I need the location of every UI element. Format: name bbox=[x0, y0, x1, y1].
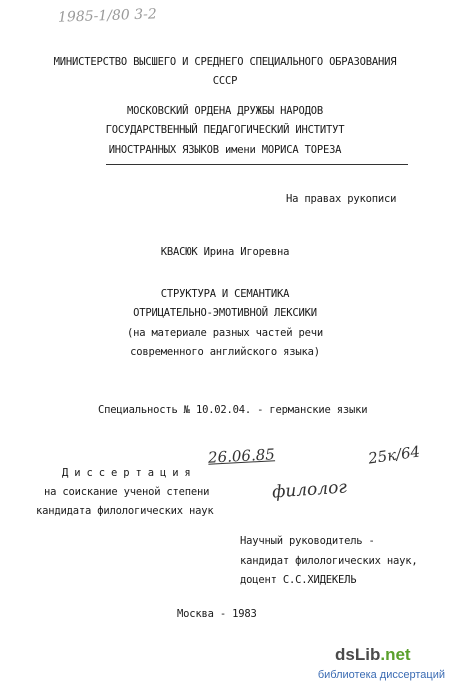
dissertation-line-1: Д и с с е р т а ц и я bbox=[62, 467, 191, 479]
handwritten-code: 25к/64 bbox=[367, 442, 422, 468]
institute-line-2: ГОСУДАРСТВЕННЫЙ ПЕДАГОГИЧЕСКИЙ ИНСТИТУТ bbox=[105, 124, 345, 136]
dissertation-line-3: кандидата филологических наук bbox=[36, 505, 214, 517]
dslib-watermark-logo[interactable] bbox=[317, 645, 445, 687]
author-name: КВАСЮК Ирина Игоревна bbox=[160, 246, 290, 258]
rights-note: На правах рукописи bbox=[286, 193, 397, 205]
institute-line-1: МОСКОВСКИЙ ОРДЕНА ДРУЖБЫ НАРОДОВ bbox=[127, 105, 323, 117]
archive-stamp: 1985-1/80 3-2 bbox=[57, 6, 158, 26]
title-line-4: современного английского языка) bbox=[130, 346, 320, 358]
title-line-3: (на материале разных частей речи bbox=[127, 327, 323, 339]
title-line-1: СТРУКТУРА И СЕМАНТИКА bbox=[160, 288, 290, 300]
handwritten-dept: филолог bbox=[271, 477, 348, 503]
institute-line-3: ИНОСТРАННЫХ ЯЗЫКОВ имени МОРИСА ТОРЕЗА bbox=[108, 144, 342, 156]
ministry-line-1: МИНИСТЕРСТВО ВЫСШЕГО И СРЕДНЕГО СПЕЦИАЛЬНОГО ОБРАЗОВАНИЯ bbox=[53, 56, 397, 68]
supervisor-line-3: доцент С.С.ХИДЕКЕЛЬ bbox=[240, 574, 357, 586]
watermark-subtitle: библиотека диссертаций bbox=[317, 669, 445, 681]
dissertation-line-2: на соискание ученой степени bbox=[44, 486, 210, 498]
watermark-brand: dsLib.net bbox=[335, 645, 411, 664]
handwritten-date: 26.06.85 bbox=[207, 445, 276, 467]
specialty: Специальность № 10.02.04. - германские языки bbox=[98, 404, 368, 416]
place-year: Москва - 1983 bbox=[177, 608, 257, 620]
ministry-line-2: СССР bbox=[212, 75, 238, 87]
supervisor-line-2: кандидат филологических наук, bbox=[240, 555, 418, 567]
header-divider bbox=[106, 164, 408, 165]
title-line-2: ОТРИЦАТЕЛЬНО-ЭМОТИВНОЙ ЛЕКСИКИ bbox=[133, 307, 317, 319]
supervisor-line-1: Научный руководитель - bbox=[240, 535, 375, 547]
